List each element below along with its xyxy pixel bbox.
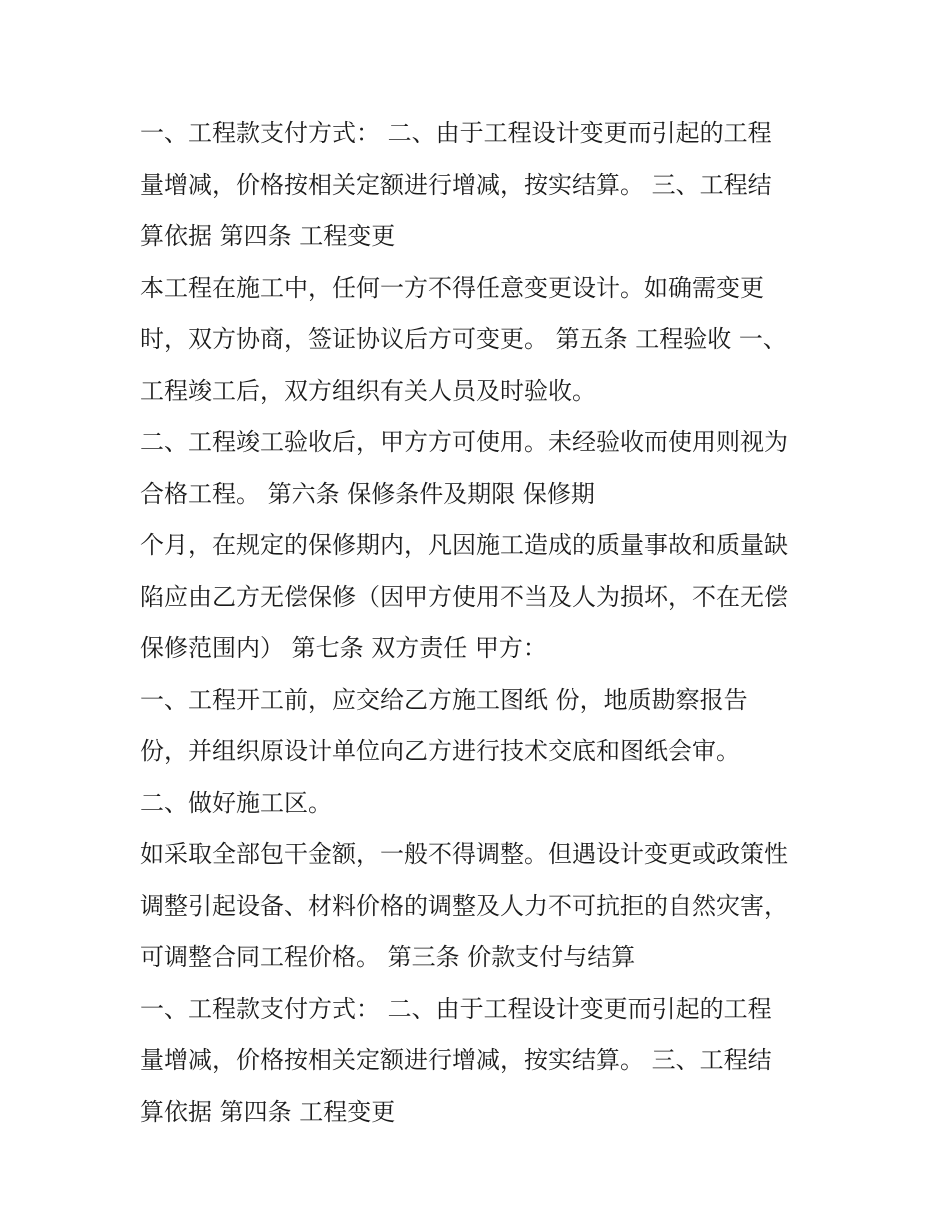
text-line: 量增减，价格按相关定额进行增减，按实结算。 三、工程结 — [140, 1046, 772, 1074]
text-line: 一、工程开工前，应交给乙方施工图纸 份，地质勘察报告 — [140, 685, 748, 714]
text-line: 算依据 第四条 工程变更 — [140, 1097, 396, 1126]
text-line: 二、做好施工区。 — [140, 788, 332, 817]
text-line: 算依据 第四条 工程变更 — [140, 222, 396, 250]
text-line: 量增减，价格按相关定额进行增减，按实结算。 三、工程结 — [140, 170, 772, 199]
text-line: 时，双方协商，签证协议后方可变更。 第五条 工程验收 一、 — [140, 325, 787, 353]
text-line: 本工程在施工中，任何一方不得任意变更设计。如确需变更 — [140, 273, 764, 302]
text-line: 合格工程。 第六条 保修条件及期限 保修期 — [140, 479, 595, 508]
text-line: 二、工程竣工验收后，甲方方可使用。未经验收而使用则视为 — [140, 428, 788, 456]
text-line: 陷应由乙方无偿保修（因甲方使用不当及人为损坏，不在无偿 — [140, 582, 788, 611]
text-line: 份，并组织原设计单位向乙方进行技术交底和图纸会审。 — [140, 737, 740, 765]
text-line: 保修范围内） 第七条 双方责任 甲方： — [140, 634, 547, 662]
text-line: 工程竣工后，双方组织有关人员及时验收。 — [140, 376, 596, 405]
text-line: 如采取全部包干金额，一般不得调整。但遇设计变更或政策性 — [140, 840, 788, 868]
text-line: 可调整合同工程价格。 第三条 价款支付与结算 — [140, 943, 636, 971]
text-line: 调整引起设备、材料价格的调整及人力不可抗拒的自然灾害， — [140, 891, 788, 920]
text-line: 个月，在规定的保修期内，凡因施工造成的质量事故和质量缺 — [140, 531, 788, 559]
text-line: 一、工程款支付方式： 二、由于工程设计变更而引起的工程 — [140, 994, 772, 1023]
text-line: 一、工程款支付方式： 二、由于工程设计变更而引起的工程 — [140, 119, 772, 147]
document-body — [140, 108, 830, 1138]
